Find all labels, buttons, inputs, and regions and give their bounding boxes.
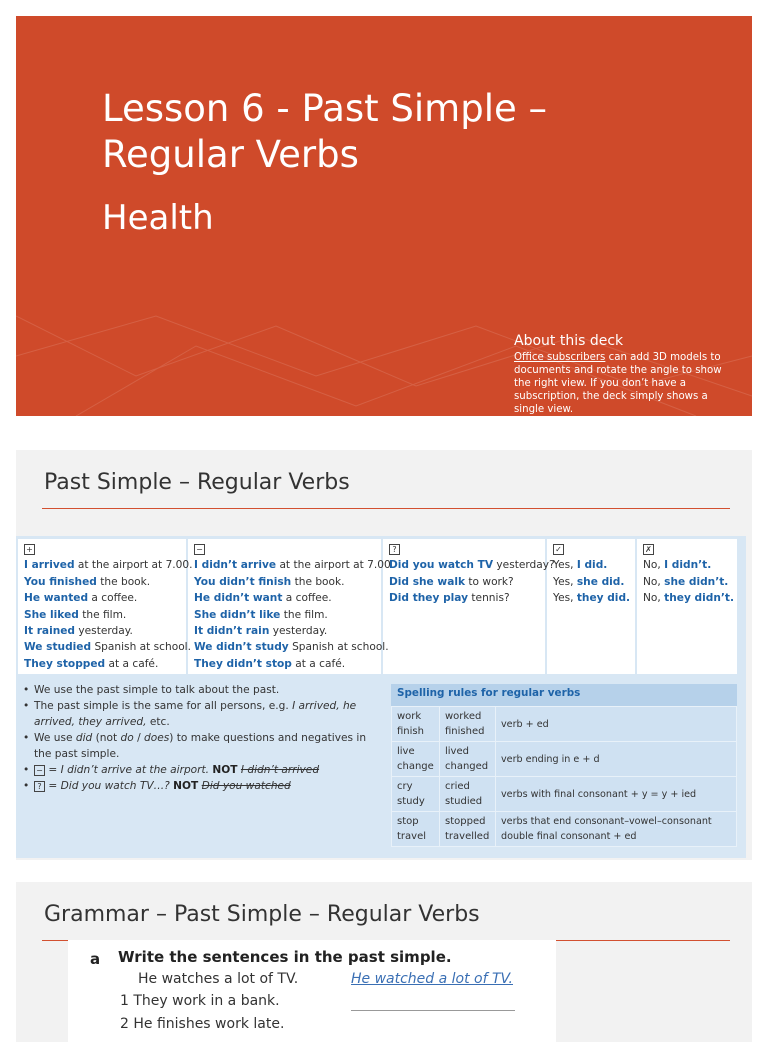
- spelling-rules-table: [391, 706, 737, 847]
- grammar-reference-image: [16, 536, 746, 858]
- example-line: You didn’t finish the book.: [194, 575, 345, 588]
- example-line: Yes, she did.: [553, 575, 625, 588]
- short-answer-yes-column: [546, 539, 636, 674]
- exercise-image: [68, 940, 556, 1042]
- column-symbol-icon: −: [194, 544, 205, 555]
- example-line: Yes, I did.: [553, 559, 608, 572]
- short-answer-no-column: [636, 539, 737, 674]
- exercise-letter: a: [90, 950, 101, 968]
- rule-cell: verbs with final consonant + y = y + ied: [496, 777, 737, 812]
- slide-heading: Past Simple – Regular Verbs: [44, 470, 350, 495]
- positive-column: [18, 539, 193, 674]
- example-sentence: He watches a lot of TV.: [138, 971, 299, 987]
- conjugation-table: [18, 539, 737, 674]
- example-line: Did you watch TV yesterday?: [389, 559, 555, 572]
- example-line: Did she walk to work?: [389, 575, 514, 588]
- example-line: We studied Spanish at school.: [24, 641, 191, 654]
- about-heading: About this deck: [514, 333, 624, 349]
- past-verb-cell: cried studied: [440, 777, 496, 812]
- about-body: [514, 351, 736, 416]
- note-item: • We use did (not do / does) to make questions and negatives in the past simple.: [22, 730, 382, 762]
- example-line: She liked the film.: [24, 608, 127, 621]
- example-line: I didn’t arrive at the airport at 7.00.: [194, 559, 395, 572]
- example-line: I arrived at the airport at 7.00.: [24, 559, 193, 572]
- office-subscribers-link[interactable]: Office subscribers: [514, 352, 606, 363]
- column-symbol-icon: ?: [389, 544, 400, 555]
- answer-line: [351, 1010, 515, 1011]
- note-item: • We use the past simple to talk about the past.: [22, 682, 382, 698]
- spelling-row: [392, 777, 737, 812]
- about-body-text: can add 3D models to documents and rotate the angle to show the right view. If you don’t have a subscription, the deck simply shows a single view.: [514, 352, 722, 415]
- base-verb-cell: work finish: [392, 707, 440, 742]
- example-line: She didn’t like the film.: [194, 608, 328, 621]
- past-verb-cell: lived changed: [440, 742, 496, 777]
- example-line: No, they didn’t.: [643, 592, 734, 605]
- example-line: He wanted a coffee.: [24, 592, 138, 605]
- example-line: No, she didn’t.: [643, 575, 729, 588]
- note-item: • − = I didn’t arrive at the airport. NOT I didn’t arrived: [22, 762, 382, 778]
- spelling-row: [392, 707, 737, 742]
- rule-cell: verbs that end consonant–vowel–consonant double final consonant + ed: [496, 812, 737, 847]
- heading-divider: [42, 508, 730, 509]
- example-answer: He watched a lot of TV.: [351, 971, 513, 987]
- example-line: We didn’t study Spanish at school.: [194, 641, 389, 654]
- example-line: It didn’t rain yesterday.: [194, 625, 328, 638]
- negative-symbol-icon: −: [34, 765, 45, 776]
- deck-title: Lesson 6 - Past Simple – Regular Verbs: [102, 87, 548, 176]
- exercise-item-1: 1 They work in a bank.: [120, 993, 280, 1009]
- deck-subtitle: Health: [102, 198, 214, 238]
- example-line: No, I didn’t.: [643, 559, 712, 572]
- exercise-item-2: 2 He finishes work late.: [120, 1016, 285, 1032]
- grammar-notes: [22, 682, 382, 794]
- title-slide[interactable]: [16, 16, 752, 416]
- exercise-instruction: Write the sentences in the past simple.: [118, 948, 452, 966]
- slide-heading: Grammar – Past Simple – Regular Verbs: [44, 902, 480, 927]
- past-verb-cell: worked finished: [440, 707, 496, 742]
- example-line: Did they play tennis?: [389, 592, 510, 605]
- negative-column: [187, 539, 395, 674]
- column-symbol-icon: +: [24, 544, 35, 555]
- example-line: It rained yesterday.: [24, 625, 133, 638]
- example-line: He didn’t want a coffee.: [194, 592, 332, 605]
- grammar-exercise-slide[interactable]: [16, 882, 752, 1042]
- question-symbol-icon: ?: [34, 781, 45, 792]
- base-verb-cell: stop travel: [392, 812, 440, 847]
- example-line: They didn’t stop at a café.: [194, 657, 346, 670]
- column-symbol-icon: ✗: [643, 544, 654, 555]
- question-column: [382, 539, 555, 674]
- spelling-rules-heading: Spelling rules for regular verbs: [391, 684, 737, 706]
- note-item: • ? = Did you watch TV…? NOT Did you watched: [22, 778, 382, 794]
- past-verb-cell: stopped travelled: [440, 812, 496, 847]
- example-line: Yes, they did.: [553, 592, 631, 605]
- spelling-row: [392, 812, 737, 847]
- about-deck-box: [514, 333, 736, 416]
- rule-cell: verb + ed: [496, 707, 737, 742]
- example-line: You finished the book.: [24, 575, 151, 588]
- example-line: They stopped at a café.: [24, 657, 159, 670]
- spelling-rules-box: [391, 684, 737, 847]
- past-simple-slide[interactable]: [16, 450, 752, 860]
- base-verb-cell: cry study: [392, 777, 440, 812]
- rule-cell: verb ending in e + d: [496, 742, 737, 777]
- note-item: • The past simple is the same for all persons, e.g. I arrived, he arrived, they arrived, etc.: [22, 698, 382, 730]
- base-verb-cell: live change: [392, 742, 440, 777]
- spelling-row: [392, 742, 737, 777]
- column-symbol-icon: ✓: [553, 544, 564, 555]
